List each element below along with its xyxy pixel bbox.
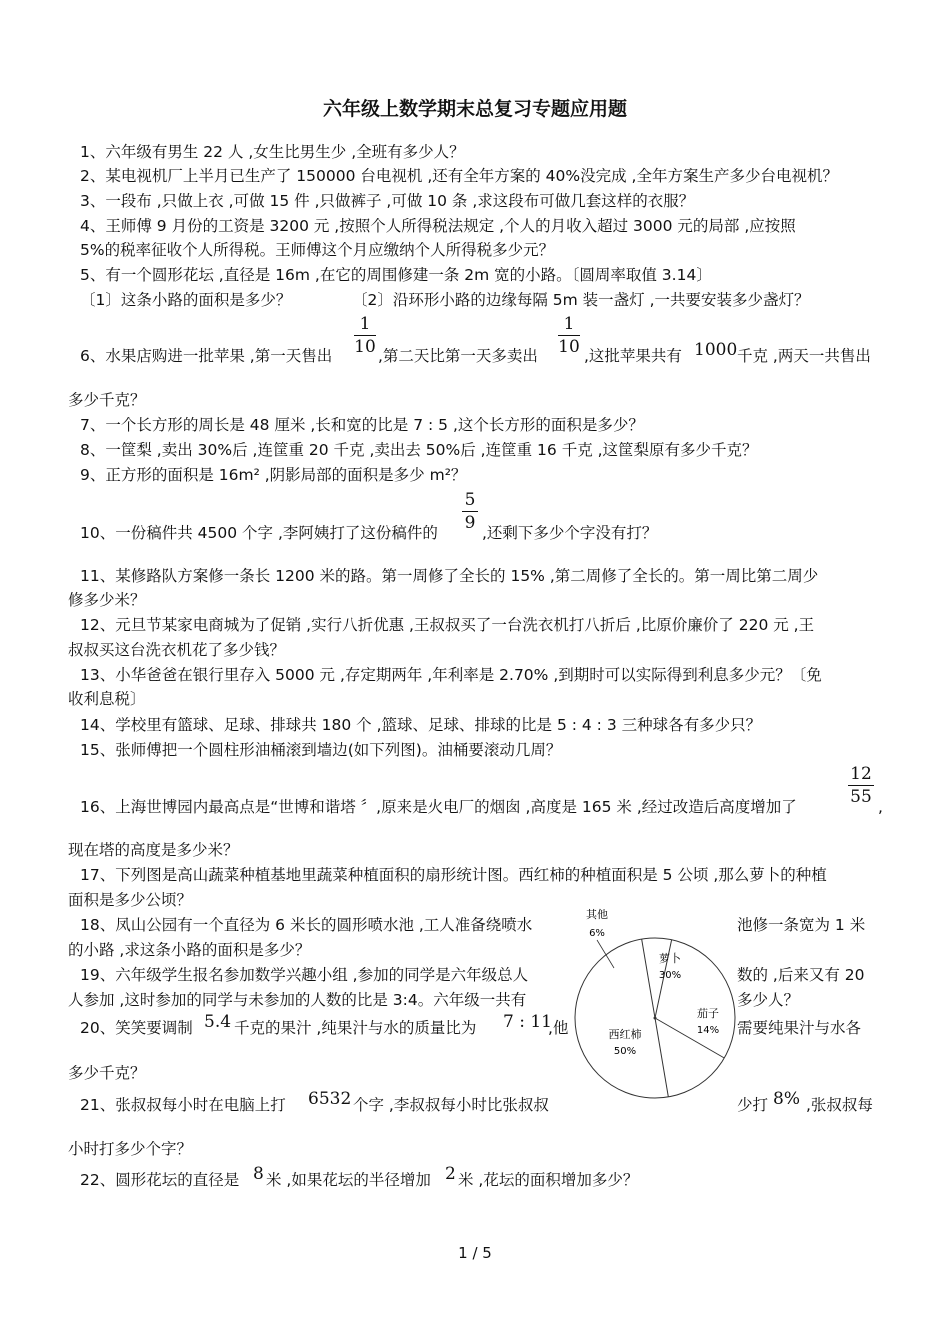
q1: 1、六年级有男生 22 人 ,女生比男生少 ,全班有多少人？	[80, 143, 465, 161]
q20-part1: 20、笑笑要调制	[80, 1019, 193, 1037]
q5-part2: 〔2〕沿环形小路的边缘每隔 5m 装一盏灯 ,一共要安装多少盏灯？	[352, 291, 810, 309]
q6-part5: 多少千克？	[68, 391, 146, 409]
q19-line2-right: 多少人？	[737, 991, 800, 1009]
vegetable-pie-chart	[570, 900, 740, 1100]
pie-label-2: 西红柿	[608, 1028, 642, 1041]
q16-part1: 16、上海世博园内最高点是“世博和谐塔 〞,原来是火电厂的烟囱 ,高度是 165 米 ,经过改造后高度增加了	[80, 798, 797, 816]
q21-line2: 小时打多少个字？	[68, 1140, 193, 1158]
q19-left: 19、六年级学生报名参加数学兴趣小组 ,参加的同学是六年级总人	[80, 966, 529, 984]
q12-line1: 12、元旦节某家电商城为了促销 ,实行八折优惠 ,王叔叔买了一台洗衣机打八折后 ,比原价廉价了 220 元 ,王	[80, 616, 815, 634]
q22-part1: 22、圆形花坛的直径是	[80, 1171, 240, 1189]
pie-label-1: 茄子	[697, 1007, 719, 1020]
q21-part1: 21、张叔叔每小时在电脑上打	[80, 1096, 286, 1114]
q18-line2: 的小路 ,求这条小路的面积是多少？	[68, 941, 311, 959]
q6-part4: 千克 ,两天一共售出	[737, 347, 871, 365]
q4-line2: 5%的税率征收个人所得税。王师傅这个月应缴纳个人所得税多少元？	[80, 241, 555, 259]
q20-number-5-4: 5.4	[204, 1012, 232, 1032]
q9: 9、正方形的面积是 16m² ,阴影局部的面积是多少 m²？	[80, 466, 467, 484]
q20-right: 需要纯果汁与水各	[737, 1019, 862, 1037]
pie-label-3: 其他	[586, 908, 608, 921]
q22-number-2: 2	[445, 1164, 456, 1184]
q14: 14、学校里有篮球、足球、排球共 180 个 ,篮球、足球、排球的比是 5 : 4 : 3 三种球各有多少只？	[80, 716, 762, 734]
q6-part2: ,第二天比第一天多卖出	[378, 347, 538, 365]
q20-ratio: 7 : 11	[503, 1012, 552, 1032]
q20-part2: 千克的果汁 ,纯果汁与水的质量比为	[234, 1019, 477, 1037]
q7: 7、一个长方形的周长是 48 厘米 ,长和宽的比是 7 : 5 ,这个长方形的面积是多少？	[80, 416, 644, 434]
q8: 8、一筐梨 ,卖出 30%后 ,连筐重 20 千克 ,卖出去 50%后 ,连筐重 16 千克 ,这筐梨原有多少千克？	[80, 441, 758, 459]
q20-part3: ,他	[548, 1019, 569, 1037]
q18-right: 池修一条宽为 1 米	[737, 916, 866, 934]
q5: 5、有一个圆形花坛 ,直径是 16m ,在它的周围修建一条 2m 宽的小路。〔圆周率取值 3.14〕	[80, 266, 712, 284]
q19-line2-left: 人参加 ,这时参加的同学与未参加的人数的比是 3:4。六年级一共有	[68, 991, 527, 1009]
pie-value-3: 6%	[589, 928, 605, 939]
q21-part2: 个字 ,李叔叔每小时比张叔叔	[353, 1096, 549, 1114]
q10-part2: ,还剩下多少个字没有打？	[482, 524, 658, 542]
q13-line2: 收利息税〕	[68, 690, 146, 708]
q3: 3、一段布 ,只做上衣 ,可做 15 件 ,只做裤子 ,可做 10 条 ,求这段布可做几套这样的衣服？	[80, 192, 695, 210]
q16-fraction: 12 55	[848, 764, 874, 807]
q21-part3: 少打	[737, 1096, 769, 1114]
q18-left: 18、凤山公园有一个直径为 6 米长的圆形喷水池 ,工人准备绕喷水	[80, 916, 533, 934]
q22-part2: 米 ,如果花坛的半径增加	[266, 1171, 431, 1189]
q10-part1: 10、一份稿件共 4500 个字 ,李阿姨打了这份稿件的	[80, 524, 438, 542]
q21-number-6532: 6532	[308, 1089, 352, 1109]
q12-line2: 叔叔买这台洗衣机花了多少钱？	[68, 641, 286, 659]
q19-right: 数的 ,后来又有 20	[737, 966, 865, 984]
q6-fraction-1: 1 10	[354, 314, 376, 357]
q6-part3: ,这批苹果共有	[584, 347, 682, 365]
q2: 2、某电视机厂上半月已生产了 150000 台电视机 ,还有全年方案的 40%没完成 ,全年方案生产多少台电视机？	[80, 167, 838, 185]
q21-percent: 8%	[773, 1089, 800, 1109]
pie-value-2: 50%	[613, 1046, 637, 1057]
q13-line1: 13、小华爸爸在银行里存入 5000 元 ,存定期两年 ,年利率是 2.70% ,到期时可以实际得到利息多少元？〔免	[80, 666, 822, 684]
pie-slice-edge-3	[642, 939, 655, 1018]
q20-line2: 多少千克？	[68, 1064, 146, 1082]
q6-fraction-2: 1 10	[558, 314, 580, 357]
q16-part2: 现在塔的高度是多少米？	[68, 841, 239, 859]
q22-number-8: 8	[253, 1164, 264, 1184]
pie-value-0: 30%	[658, 970, 682, 981]
q21-part4: ,张叔叔每	[806, 1096, 873, 1114]
q17-line2: 面积是多少公顷？	[68, 891, 193, 909]
q11-line2: 修多少米？	[68, 591, 146, 609]
q16-comma: ,	[878, 798, 883, 816]
q10-fraction: 5 9	[462, 490, 478, 533]
pie-leader-line	[597, 940, 614, 968]
page-title: 六年级上数学期末总复习专题应用题	[322, 98, 627, 120]
page-number: 1 / 5	[458, 1244, 492, 1262]
pie-slice-edge-1	[655, 1018, 724, 1058]
q11-line1: 11、某修路队方案修一条长 1200 米的路。第一周修了全长的 15% ,第二周修了全长的。第一周比第二周少	[80, 567, 819, 585]
q5-part1: 〔1〕这条小路的面积是多少？	[80, 291, 292, 309]
pie-label-0: 萝卜	[659, 952, 681, 965]
q22-part3: 米 ,花坛的面积增加多少？	[458, 1171, 639, 1189]
q17-line1: 17、下列图是高山蔬菜种植基地里蔬菜种植面积的扇形统计图。西红柿的种植面积是 5 公顷 ,那么萝卜的种植	[80, 866, 827, 884]
q15: 15、张师傅把一个圆柱形油桶滚到墙边(如下列图)。油桶要滚动几周？	[80, 741, 562, 759]
q6-part1: 6、水果店购进一批苹果 ,第一天售出	[80, 347, 333, 365]
pie-value-1: 14%	[696, 1025, 720, 1036]
q6-number-1000: 1000	[694, 340, 738, 360]
pie-slice-edge-2	[655, 1018, 668, 1097]
q4-line1: 4、王师傅 9 月份的工资是 3200 元 ,按照个人所得税法规定 ,个人的月收入超过 3000 元的局部 ,应按照	[80, 217, 796, 235]
pie-center	[654, 1017, 657, 1020]
